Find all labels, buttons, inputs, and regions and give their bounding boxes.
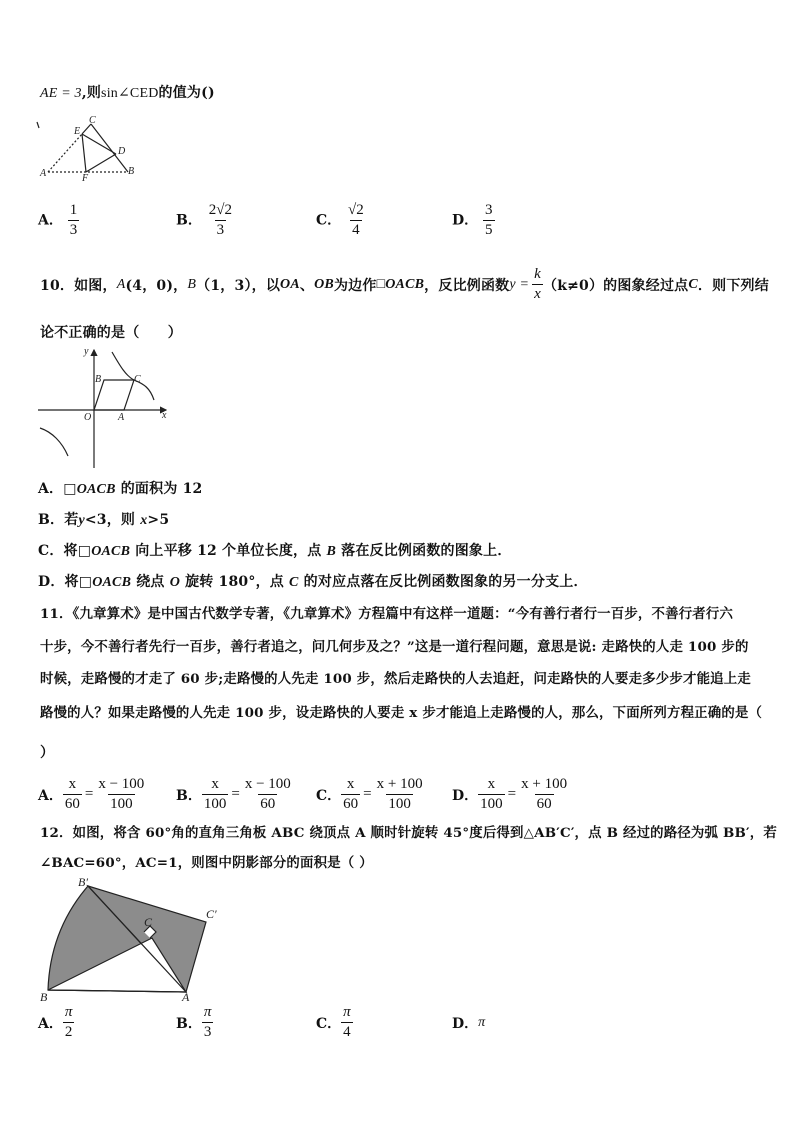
q10-curve-branch-1	[112, 352, 154, 400]
q11-option-c-ln: x	[346, 776, 355, 792]
q10-option-c-pre: 将□	[63, 543, 92, 559]
q11-option-c-rd: 100	[388, 796, 411, 812]
q12-option-c-num: π	[343, 1004, 351, 1020]
q11-option-c[interactable]: C． $\frac{x}{60}$ = $\frac{x + 100}{100}$	[316, 776, 423, 812]
q12-option-b-den: 3	[203, 1024, 212, 1040]
q10-stem-f: OA	[280, 276, 300, 292]
q12-option-d-label: D．	[452, 1016, 479, 1032]
q9-option-b-label: B．	[176, 212, 202, 229]
q9-stem-math: AE = 3	[40, 86, 82, 101]
q11-line-3: 时候，走路慢的才走了 60 步;走路慢的人先走 100 步，然后走路快的人去追赶，问走路快的人要走多少步才能追上走	[40, 671, 751, 687]
q10-label-a: A	[118, 412, 125, 423]
q12-line-2: ∠BAC=60°，AC=1，则图中阴影部分的面积是（ ）	[40, 855, 373, 871]
q12-label-b: B	[40, 990, 48, 1004]
q9-stem-mid: ,则	[81, 85, 102, 101]
q9-tick-mark	[37, 122, 39, 128]
q10-stem-j: □OACB	[376, 276, 425, 292]
q9-line-fd	[86, 154, 116, 172]
q10-figure	[36, 344, 172, 470]
q11-option-b-ld: 100	[203, 796, 227, 812]
q9-label-a: A	[40, 168, 47, 179]
q9-line-ed	[82, 134, 116, 154]
q12-option-b[interactable]	[176, 1004, 213, 1041]
q12-option-d-value: π	[478, 1015, 486, 1030]
q9-stem-sin: sin∠CED	[101, 86, 159, 101]
q12-option-c[interactable]	[316, 1004, 353, 1041]
q10-option-a-post: 的面积为 12	[115, 481, 203, 497]
q10-stem-m: C	[688, 276, 698, 292]
q10-option-a[interactable]	[38, 478, 202, 498]
q10-label-b: B	[95, 374, 102, 385]
q9-option-b-den: 3	[216, 222, 225, 238]
q10-stem-l: （k≠0）的图象经过点	[543, 277, 689, 294]
q10-option-a-pre: □	[63, 481, 77, 497]
q10-option-a-it: OACB	[76, 482, 116, 497]
q10-option-d-post: 绕点	[131, 574, 170, 590]
q11-option-c-rn: x + 100	[376, 776, 423, 792]
q9-label-f: F	[82, 173, 89, 182]
q9-option-c-label: C．	[316, 212, 342, 229]
q9-option-c-den: 4	[352, 222, 360, 238]
q12-label-a: A	[182, 990, 190, 1004]
q10-option-c-label: C．	[38, 543, 64, 559]
q9-label-c: C	[89, 116, 96, 126]
q11-option-d-ld: 100	[480, 796, 503, 812]
q9-label-e: E	[74, 126, 81, 137]
q9-line-ae	[48, 134, 82, 172]
q11-option-a-label: A．	[38, 787, 63, 804]
q10-option-d-post3: 的对应点落在反比例函数图象的另一分支上．	[298, 574, 588, 590]
q10-option-d-post2: 旋转 180°，点	[180, 574, 290, 590]
q9-option-b-num: 2√2	[208, 202, 232, 218]
q10-option-c-it: OACB	[91, 544, 131, 559]
q11-option-b[interactable]: B． $\frac{x}{100}$ = $\frac{x - 100}{60}$	[176, 776, 291, 812]
q10-stem-a: 10．如图，	[40, 277, 117, 294]
q10-stem-y: y =	[509, 276, 530, 292]
q9-line-ef	[82, 134, 86, 172]
q9-option-d[interactable]	[452, 202, 495, 239]
q11-option-d[interactable]: D． $\frac{x}{100}$ = $\frac{x + 100}{60}$	[452, 776, 568, 812]
q10-option-d-it: OACB	[92, 575, 132, 590]
q10-option-b[interactable]	[38, 509, 169, 529]
q9-option-b[interactable]	[176, 202, 234, 239]
q10-stem-i: 为边作	[333, 277, 377, 294]
q10-option-c-post2: 落在反比例函数的图象上．	[336, 543, 512, 559]
q11-line-5: ）	[40, 745, 55, 761]
q9-stem	[40, 82, 215, 102]
q10-label-y: y	[84, 346, 89, 357]
q10-option-b-it: y	[78, 513, 85, 528]
q9-option-a[interactable]	[38, 202, 79, 239]
q11-option-d-ln: x	[487, 776, 496, 792]
q12-option-c-label: C．	[316, 1015, 342, 1032]
q11-option-a-ld: 60	[64, 796, 80, 812]
q10-stem-k: ，反比例函数	[424, 277, 510, 294]
q10-stem-g: 、	[299, 277, 315, 294]
q11-option-b-label: B．	[176, 787, 202, 804]
q10-option-b-label: B．	[38, 512, 65, 528]
q10-option-b-post: <3，则	[84, 512, 141, 528]
q10-stem-n: ．则下列结	[697, 277, 769, 294]
q10-stem-line1	[40, 266, 769, 303]
q10-option-b-it2: x	[140, 513, 148, 528]
q9-option-a-num: 1	[69, 202, 78, 218]
q11-option-a-rn: x − 100	[98, 776, 145, 792]
q10-option-c-post: 向上平移 12 个单位长度，点	[130, 543, 327, 559]
q10-stem-frac-num: k	[534, 266, 541, 282]
q10-label-o: O	[84, 412, 92, 423]
q10-option-c[interactable]	[38, 540, 512, 560]
q12-label-cprime: C′	[206, 907, 217, 921]
q9-figure	[36, 116, 146, 182]
q9-option-a-label: A．	[38, 212, 63, 229]
q12-option-c-den: 4	[343, 1024, 351, 1040]
q12-option-b-num: π	[203, 1004, 212, 1020]
q11-option-a-ln: x	[68, 776, 77, 792]
q12-option-a-label: A．	[38, 1015, 63, 1032]
q11-option-c-label: C．	[316, 787, 342, 804]
q10-stem-e: （1，3），以	[196, 277, 281, 294]
q10-option-a-label: A．	[38, 481, 64, 497]
q9-option-d-label: D．	[452, 212, 479, 229]
q9-option-c-num: √2	[348, 202, 364, 218]
q12-line-1: 12．如图，将含 60°角的直角三角板 ABC 绕顶点 A 顺时针旋转 45°度后得到△AB′C′，点 B 经过的路径为弧 BB′，若	[40, 825, 777, 841]
q12-option-a-den: 2	[64, 1024, 73, 1040]
q10-stem-d: B	[187, 276, 197, 292]
q12-option-d[interactable]	[452, 1013, 485, 1033]
q10-label-x: x	[162, 410, 167, 421]
q12-option-b-label: B．	[176, 1015, 202, 1032]
q10-stem-b: A	[116, 276, 126, 292]
q12-figure	[36, 874, 226, 1004]
q11-line-2: 十步，今不善行者先行一百步，善行者追之，问几何步及之？”这是一道行程问题，意思是说: 走路快的人走 100 步的	[40, 639, 749, 655]
q12-option-a[interactable]	[38, 1004, 74, 1041]
q11-option-b-rd: 60	[260, 796, 276, 812]
q10-stem-h: OB	[314, 276, 334, 292]
q10-stem-c: (4，0)，	[125, 277, 188, 294]
q10-stem-frac-den: x	[534, 286, 541, 302]
q9-label-d: D	[118, 146, 126, 157]
q12-label-c: C	[144, 915, 153, 929]
q10-option-c-it2: B	[326, 544, 337, 559]
q11-option-d-rn: x + 100	[521, 776, 568, 792]
q9-option-d-num: 3	[485, 202, 493, 218]
q11-option-d-label: D．	[452, 787, 479, 804]
q10-option-d-it3: C	[289, 575, 299, 590]
q11-option-d-rd: 60	[536, 796, 552, 812]
q12-label-bprime: B′	[78, 875, 88, 889]
q10-curve-branch-2	[40, 428, 68, 456]
q10-label-c: C	[134, 374, 141, 385]
q11-option-a-rd: 100	[110, 796, 133, 812]
q11-option-c-ld: 60	[343, 796, 359, 812]
q10-option-d-pre: 将□	[64, 574, 93, 590]
q9-label-b: B	[128, 166, 135, 177]
q10-option-d[interactable]	[38, 571, 588, 591]
q10-option-d-it2: O	[169, 575, 180, 590]
q10-stem-line2: 论不正确的是（ ）	[40, 325, 182, 341]
q11-option-a[interactable]: A． $\frac{x}{60}$ = $\frac{x - 100}{100}$	[38, 776, 145, 812]
q9-stem-tail: 的值为()	[158, 85, 215, 101]
q9-option-c[interactable]	[316, 202, 366, 239]
q9-option-d-den: 5	[485, 222, 493, 238]
q11-option-b-rn: x − 100	[244, 776, 291, 792]
q10-option-d-label: D．	[38, 574, 65, 590]
q10-option-b-pre: 若	[64, 512, 79, 528]
q11-line-4: 路慢的人？如果走路慢的人先走 100 步，设走路快的人要走 x 步才能追上走路慢的人，那么，下面所列方程正确的是（	[40, 705, 763, 721]
q9-option-a-den: 3	[69, 222, 78, 238]
q11-option-b-ln: x	[211, 776, 219, 792]
q12-option-a-num: π	[64, 1004, 73, 1020]
q11-line-1: 11．《九章算术》是中国古代数学专著，《九章算术》方程篇中有这样一道题：“今有善行者行一百步，不善行者行六	[40, 606, 734, 622]
q10-option-b-post2: >5	[147, 512, 170, 528]
